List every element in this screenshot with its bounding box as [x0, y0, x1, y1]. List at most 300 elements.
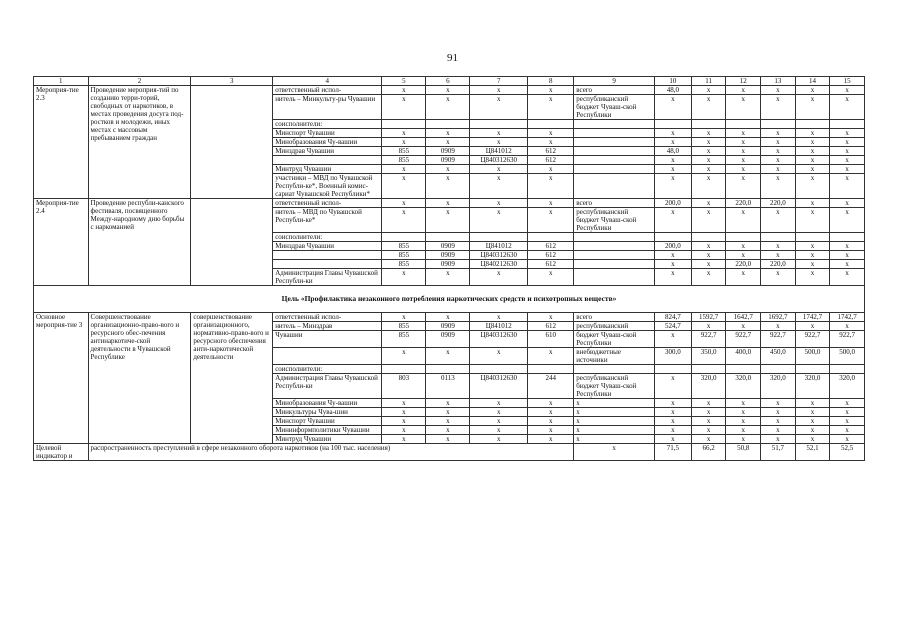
budget-code-cell: 803 — [382, 374, 426, 399]
budget-code-cell: 855 — [382, 242, 426, 251]
amount-cell: x — [761, 435, 796, 444]
budget-code-cell: Ц841012 — [470, 147, 528, 156]
amount-cell — [761, 120, 796, 129]
amount-cell: x — [830, 199, 865, 208]
amount-cell: x — [830, 242, 865, 251]
budget-code-cell: x — [426, 138, 470, 147]
budget-code-cell: x — [426, 86, 470, 95]
funding-source-cell: x — [574, 435, 655, 444]
budget-code-cell: x — [528, 269, 574, 286]
amount-cell: x — [726, 251, 761, 260]
amount-cell: x — [830, 147, 865, 156]
budget-code-cell: 612 — [528, 242, 574, 251]
amount-cell: 1692,7 — [761, 313, 796, 322]
amount-cell: x — [830, 251, 865, 260]
budget-code-cell: Ц840312630 — [470, 156, 528, 165]
event-name: Совершенствование организационно-право-вого и ресурсного обес-печения антинаркотиче-ской деятельности в Чувашской Республике — [88, 313, 191, 444]
budget-code-cell: x — [528, 399, 574, 408]
budget-code-cell: x — [528, 165, 574, 174]
amount-cell: x — [655, 399, 692, 408]
executor-cell — [273, 260, 382, 269]
amount-cell: x — [830, 269, 865, 286]
amount-cell: x — [761, 174, 796, 199]
executor-cell: участники – МВД по Чувашской Республи-ке*, Военный комис-сариат Чувашской Республики* — [273, 174, 382, 199]
funding-source-cell: x — [574, 426, 655, 435]
amount-cell: x — [655, 251, 692, 260]
amount-cell: x — [691, 242, 726, 251]
amount-cell: x — [795, 129, 830, 138]
budget-code-cell — [528, 120, 574, 129]
amount-cell: 200,0 — [655, 199, 692, 208]
indicator-name: распространенность преступлений в сфере незаконного оборота наркотиков (на 100 тыс. населения) — [88, 444, 574, 461]
column-header: 13 — [761, 77, 796, 86]
budget-code-cell — [382, 365, 426, 374]
amount-cell: x — [726, 269, 761, 286]
budget-code-cell — [382, 120, 426, 129]
budget-code-cell: 855 — [382, 251, 426, 260]
expected-result — [191, 199, 273, 286]
amount-cell: x — [691, 322, 726, 331]
executor-cell: соисполнители: — [273, 365, 382, 374]
budget-code-cell: x — [426, 408, 470, 417]
budget-code-cell: x — [528, 348, 574, 365]
budget-code-cell: x — [470, 174, 528, 199]
executor-cell — [273, 348, 382, 365]
amount-cell: x — [830, 399, 865, 408]
funding-source-cell — [574, 251, 655, 260]
budget-code-cell: x — [426, 208, 470, 233]
amount-cell: x — [655, 260, 692, 269]
amount-cell: x — [726, 322, 761, 331]
amount-cell: 220,0 — [761, 260, 796, 269]
budget-code-cell: x — [382, 399, 426, 408]
amount-cell — [830, 120, 865, 129]
budget-code-cell: x — [426, 417, 470, 426]
column-header: 3 — [191, 77, 273, 86]
amount-cell: x — [761, 138, 796, 147]
amount-cell: x — [655, 374, 692, 399]
budget-code-cell: x — [528, 313, 574, 322]
amount-cell: x — [830, 426, 865, 435]
amount-cell: 500,0 — [795, 348, 830, 365]
budget-code-cell: x — [528, 417, 574, 426]
funding-source-cell — [574, 120, 655, 129]
budget-code-cell: x — [528, 208, 574, 233]
budget-code-cell: 855 — [382, 322, 426, 331]
budget-code-cell: x — [426, 174, 470, 199]
column-header: 11 — [691, 77, 726, 86]
amount-cell: x — [830, 322, 865, 331]
amount-cell: x — [726, 138, 761, 147]
event-code: Мероприя-тие 2.3 — [34, 86, 89, 199]
budget-code-cell: 855 — [382, 260, 426, 269]
amount-cell: x — [655, 435, 692, 444]
amount-cell: x — [726, 129, 761, 138]
amount-cell: x — [691, 399, 726, 408]
indicator-value: 52,5 — [830, 444, 865, 461]
budget-code-cell: x — [382, 348, 426, 365]
budget-code-cell: x — [382, 138, 426, 147]
amount-cell: x — [761, 208, 796, 233]
executor-cell: Администрация Главы Чувашской Республи-ки — [273, 269, 382, 286]
executor-cell — [273, 251, 382, 260]
budget-code-cell: x — [470, 417, 528, 426]
amount-cell: x — [726, 165, 761, 174]
budget-code-cell: x — [382, 129, 426, 138]
expected-result — [191, 86, 273, 199]
expected-result: совершенствование организационного, нормативно-право-вого и ресурсного обеспечения анти-наркотической деятельности — [191, 313, 273, 444]
funding-source-cell: x — [574, 399, 655, 408]
amount-cell: x — [795, 138, 830, 147]
funding-source-cell — [574, 129, 655, 138]
funding-source-cell: всего — [574, 86, 655, 95]
budget-code-cell: x — [470, 199, 528, 208]
budget-code-cell: 0909 — [426, 322, 470, 331]
column-header: 6 — [426, 77, 470, 86]
amount-cell: 320,0 — [795, 374, 830, 399]
executor-cell: Минспорт Чувашии — [273, 417, 382, 426]
executor-cell: Администрация Главы Чувашской Республи-ки — [273, 374, 382, 399]
amount-cell — [691, 365, 726, 374]
budget-code-cell: x — [426, 269, 470, 286]
funding-source-cell: x — [574, 408, 655, 417]
amount-cell — [761, 365, 796, 374]
executor-cell: Минспорт Чувашии — [273, 129, 382, 138]
table-row — [34, 199, 865, 208]
budget-code-cell: 0909 — [426, 242, 470, 251]
funding-source-cell — [574, 260, 655, 269]
budget-code-cell: x — [426, 165, 470, 174]
amount-cell: x — [691, 165, 726, 174]
amount-cell: x — [761, 408, 796, 417]
budget-code-cell: x — [426, 95, 470, 120]
table-row — [34, 86, 865, 95]
amount-cell: x — [655, 156, 692, 165]
funding-source-cell: всего — [574, 313, 655, 322]
budget-code-cell: 244 — [528, 374, 574, 399]
budget-code-cell — [528, 365, 574, 374]
budget-code-cell: 612 — [528, 156, 574, 165]
amount-cell: x — [761, 269, 796, 286]
amount-cell: x — [761, 417, 796, 426]
funding-source-cell — [574, 165, 655, 174]
budget-code-cell: x — [426, 435, 470, 444]
amount-cell — [795, 233, 830, 242]
amount-cell: x — [761, 86, 796, 95]
amount-cell: x — [726, 399, 761, 408]
budget-code-cell: x — [528, 408, 574, 417]
amount-cell: x — [761, 251, 796, 260]
amount-cell: x — [795, 86, 830, 95]
budget-code-cell — [426, 120, 470, 129]
amount-cell: x — [691, 408, 726, 417]
amount-cell: x — [830, 435, 865, 444]
budget-code-cell: x — [382, 86, 426, 95]
amount-cell: x — [761, 399, 796, 408]
amount-cell: x — [761, 129, 796, 138]
executor-cell: Минобразования Чу-вашии — [273, 138, 382, 147]
amount-cell — [726, 120, 761, 129]
amount-cell — [655, 120, 692, 129]
executor-cell: Минтруд Чувашии — [273, 165, 382, 174]
amount-cell: x — [691, 269, 726, 286]
budget-code-cell: x — [528, 426, 574, 435]
header-row — [34, 77, 865, 86]
funding-source-cell — [574, 156, 655, 165]
amount-cell: 350,0 — [691, 348, 726, 365]
amount-cell: x — [761, 242, 796, 251]
amount-cell: x — [726, 435, 761, 444]
budget-code-cell: x — [470, 138, 528, 147]
amount-cell: x — [795, 435, 830, 444]
amount-cell: x — [830, 165, 865, 174]
indicator-value: 66,2 — [691, 444, 726, 461]
amount-cell: x — [830, 417, 865, 426]
executor-cell: Чувашии — [273, 331, 382, 348]
amount-cell: x — [726, 156, 761, 165]
amount-cell: x — [726, 208, 761, 233]
budget-code-cell: x — [470, 86, 528, 95]
budget-code-cell: x — [470, 399, 528, 408]
amount-cell — [795, 120, 830, 129]
budget-code-cell: x — [470, 426, 528, 435]
amount-cell: x — [691, 138, 726, 147]
amount-cell: x — [761, 165, 796, 174]
amount-cell: x — [691, 260, 726, 269]
amount-cell: x — [761, 95, 796, 120]
amount-cell: x — [726, 95, 761, 120]
amount-cell: x — [691, 435, 726, 444]
amount-cell: x — [795, 251, 830, 260]
budget-code-cell: 855 — [382, 331, 426, 348]
amount-cell: 48,0 — [655, 147, 692, 156]
funding-source-cell: республиканский бюджет Чуваш-ской Республики — [574, 374, 655, 399]
indicator-value: 51,7 — [761, 444, 796, 461]
amount-cell: x — [726, 408, 761, 417]
amount-cell: x — [795, 199, 830, 208]
budget-code-cell: x — [382, 95, 426, 120]
budget-code-cell: x — [528, 174, 574, 199]
amount-cell: x — [726, 426, 761, 435]
amount-cell: 320,0 — [830, 374, 865, 399]
executor-cell: Минздрав Чувашии — [273, 242, 382, 251]
budget-code-cell: x — [382, 408, 426, 417]
indicator-value: 71,5 — [655, 444, 692, 461]
budget-code-cell: x — [382, 199, 426, 208]
amount-cell: x — [655, 165, 692, 174]
amount-cell: x — [830, 208, 865, 233]
budget-code-cell — [470, 365, 528, 374]
column-header: 5 — [382, 77, 426, 86]
event-name: Проведение мероприя-тий по созданию терри-торий, свободных от наркотиков, в местах проведения досуга под-ростков и молодежи, иных местах с массовым пребыванием граждан — [88, 86, 191, 199]
budget-code-cell: x — [470, 269, 528, 286]
budget-code-cell: Ц840312630 — [470, 251, 528, 260]
indicator-value: 50,8 — [726, 444, 761, 461]
budget-code-cell: x — [470, 348, 528, 365]
budget-code-cell: x — [528, 129, 574, 138]
budget-code-cell: x — [470, 408, 528, 417]
column-header: 9 — [574, 77, 655, 86]
amount-cell: 48,0 — [655, 86, 692, 95]
executor-cell — [273, 156, 382, 165]
funding-source-cell: бюджет Чуваш-ской Республики — [574, 331, 655, 348]
budget-code-cell — [470, 233, 528, 242]
budget-code-cell — [528, 233, 574, 242]
executor-cell: Минтруд Чувашии — [273, 435, 382, 444]
page-number: 91 — [447, 52, 458, 64]
budget-code-cell: 0909 — [426, 331, 470, 348]
amount-cell: x — [795, 399, 830, 408]
amount-cell: 922,7 — [830, 331, 865, 348]
budget-code-cell: x — [382, 208, 426, 233]
budget-code-cell: x — [528, 86, 574, 95]
amount-cell: 220,0 — [726, 260, 761, 269]
goal-title: Цель «Профилактика незаконного потребления наркотических средств и психотропных веществ» — [34, 286, 865, 313]
amount-cell: x — [726, 242, 761, 251]
amount-cell — [691, 120, 726, 129]
executor-cell: Мининформполитики Чувашии — [273, 426, 382, 435]
column-header: 14 — [795, 77, 830, 86]
amount-cell: 922,7 — [726, 331, 761, 348]
indicator-label: Целевой индикатор и — [34, 444, 89, 461]
funding-source-cell: республиканский — [574, 322, 655, 331]
budget-code-cell: x — [528, 138, 574, 147]
executor-cell: Минобразования Чу-вашии — [273, 399, 382, 408]
amount-cell: 922,7 — [691, 331, 726, 348]
budget-code-cell: 612 — [528, 322, 574, 331]
amount-cell: x — [795, 269, 830, 286]
indicator-row — [34, 444, 865, 461]
amount-cell: x — [795, 260, 830, 269]
amount-cell — [691, 233, 726, 242]
amount-cell: x — [795, 408, 830, 417]
budget-code-cell: 612 — [528, 147, 574, 156]
funding-source-cell: республиканский бюджет Чуваш-ской Республики — [574, 95, 655, 120]
funding-source-cell: внебюджетные источники — [574, 348, 655, 365]
event-name: Проведение республи-канского фестиваля, посвященного Между-народному дню борьбы с наркоманией — [88, 199, 191, 286]
amount-cell — [761, 233, 796, 242]
amount-cell: x — [795, 322, 830, 331]
budget-code-cell: x — [470, 95, 528, 120]
budget-table — [33, 76, 865, 461]
amount-cell: 500,0 — [830, 348, 865, 365]
amount-cell: x — [655, 426, 692, 435]
amount-cell: 922,7 — [761, 331, 796, 348]
amount-cell: 1742,7 — [795, 313, 830, 322]
budget-code-cell — [426, 365, 470, 374]
budget-code-cell — [382, 233, 426, 242]
executor-cell: нитель – Минкульту-ры Чувашии — [273, 95, 382, 120]
budget-code-cell: x — [382, 269, 426, 286]
amount-cell: x — [691, 417, 726, 426]
budget-code-cell: x — [426, 313, 470, 322]
table-row — [34, 313, 865, 322]
goal-row — [34, 286, 865, 313]
amount-cell: 1592,7 — [691, 313, 726, 322]
amount-cell — [830, 233, 865, 242]
amount-cell: 300,0 — [655, 348, 692, 365]
amount-cell: x — [726, 417, 761, 426]
amount-cell: x — [691, 147, 726, 156]
budget-code-cell: 855 — [382, 147, 426, 156]
budget-code-cell: 0113 — [426, 374, 470, 399]
column-header: 15 — [830, 77, 865, 86]
indicator-source: x — [574, 444, 655, 461]
funding-source-cell — [574, 233, 655, 242]
amount-cell: x — [830, 174, 865, 199]
amount-cell: 1742,7 — [830, 313, 865, 322]
amount-cell — [830, 365, 865, 374]
amount-cell: 320,0 — [726, 374, 761, 399]
amount-cell: 922,7 — [795, 331, 830, 348]
executor-cell: нитель – МВД по Чувашской Республи-ке* — [273, 208, 382, 233]
amount-cell: x — [691, 174, 726, 199]
budget-code-cell — [470, 120, 528, 129]
column-header: 8 — [528, 77, 574, 86]
amount-cell — [726, 365, 761, 374]
executor-cell: Минкультуры Чува-шии — [273, 408, 382, 417]
column-header: 4 — [273, 77, 382, 86]
amount-cell: x — [761, 147, 796, 156]
amount-cell: x — [691, 208, 726, 233]
amount-cell: x — [830, 156, 865, 165]
amount-cell: x — [655, 269, 692, 286]
amount-cell — [655, 233, 692, 242]
funding-source-cell — [574, 174, 655, 199]
budget-code-cell: x — [528, 95, 574, 120]
budget-code-cell: x — [426, 348, 470, 365]
column-header: 1 — [34, 77, 89, 86]
amount-cell — [655, 365, 692, 374]
amount-cell: 220,0 — [761, 199, 796, 208]
amount-cell: x — [795, 147, 830, 156]
amount-cell: x — [761, 156, 796, 165]
executor-cell: ответственный испол- — [273, 199, 382, 208]
amount-cell: x — [761, 322, 796, 331]
executor-cell: соисполнители: — [273, 120, 382, 129]
amount-cell: x — [761, 426, 796, 435]
budget-code-cell: Ц840212630 — [470, 260, 528, 269]
amount-cell: x — [795, 174, 830, 199]
amount-cell: 320,0 — [761, 374, 796, 399]
amount-cell: x — [691, 156, 726, 165]
amount-cell: x — [795, 242, 830, 251]
amount-cell: x — [795, 208, 830, 233]
budget-code-cell: 612 — [528, 260, 574, 269]
executor-cell: ответственный испол- — [273, 86, 382, 95]
amount-cell — [795, 365, 830, 374]
amount-cell: 524,7 — [655, 322, 692, 331]
budget-code-cell: 0909 — [426, 147, 470, 156]
amount-cell: x — [655, 408, 692, 417]
budget-code-cell: x — [382, 174, 426, 199]
budget-code-cell: x — [426, 399, 470, 408]
budget-code-cell: x — [426, 426, 470, 435]
indicator-value: 52,1 — [795, 444, 830, 461]
amount-cell: 1642,7 — [726, 313, 761, 322]
amount-cell: x — [691, 129, 726, 138]
amount-cell: x — [691, 251, 726, 260]
executor-cell: ответственный испол- — [273, 313, 382, 322]
amount-cell: x — [830, 138, 865, 147]
amount-cell: x — [830, 95, 865, 120]
amount-cell: x — [795, 426, 830, 435]
event-code: Основное меропрня-тие 3 — [34, 313, 89, 444]
amount-cell: x — [691, 95, 726, 120]
budget-code-cell: x — [382, 165, 426, 174]
funding-source-cell: x — [574, 417, 655, 426]
amount-cell: x — [795, 417, 830, 426]
